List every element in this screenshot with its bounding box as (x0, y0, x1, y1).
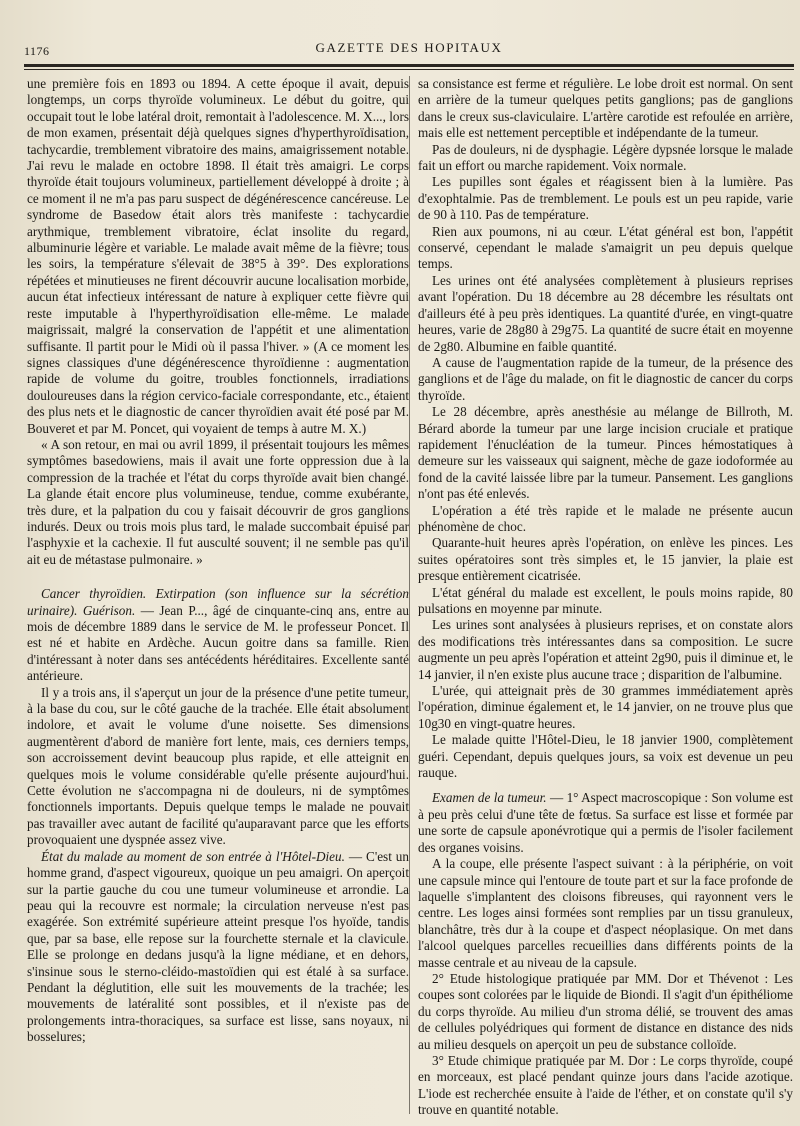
paragraph: Pas de douleurs, ni de dysphagie. Légère dypsnée lorsque le malade fait un effort ou marche rapidement. Voix normale. (418, 141, 793, 174)
header-rule-thin (24, 69, 794, 70)
paragraph: L'opération a été très rapide et le malade ne présente aucun phénomène de choc. (418, 502, 793, 534)
paragraph: Le malade quitte l'Hôtel-Dieu, le 18 janvier 1900, complètement guéri. Cependant, depuis quelques jours, sa voix est devenue un peu rauque. (418, 732, 793, 781)
left-column (27, 76, 409, 1046)
paragraph: une première fois en 1893 ou 1894. A cette époque il avait, depuis longtemps, un corps thyroïde volumineux. Le début du goitre, qui occupait tout le lobe latéral droit, remontait à l'adolescence. M. X..., lors de mon examen, présentait déjà quelques signes d'hyperthyroïdisation, tachycardie, tremblement vibratoire des mains, amaigrissement notable. J'ai revu le malade en octobre 1898. Il était très amaigri. Le corps thyroïde était toujours volumineux, partiellement développé à droite ; à ce moment il ne m'a pas paru suspect de dégénérescence cancéreuse. Le syndrome de Basedow était alors très manifeste : tachycardie arythmique, tremblement vibratoire, éclat insolite du regard, albuminurie légère et variable. Le malade avait même de la fièvre; tous les soirs, la température s'élevait de 38°5 à 39°. Des explorations répétées et minutieuses ne firent découvrir aucune localisation morbide, aucun état infectieux intéressant de nature à expliquer cette fièvre qui reste imputable à l'hyperthyroïdisation elle-même. Le malade maigrissait, malgré la conservation de l'appétit et une alimentation suffisante. Il partit pour le Midi où il passa l'hiver. » (A ce moment les signes classiques d'une dégénérescence thyroïdienne : augmentation rapide de volume du goitre, troubles fonctionnels, irradiations douloureuses dans la région cervico-faciale correspondante, etc., étaient des plus nets et le diagnostic de cancer thyroïdien avait été posé par M. Bouveret et par M. Poncet, qui voyaient de temps à autre M. X.) (27, 76, 409, 436)
paragraph: A cause de l'augmentation rapide de la tumeur, de la présence des ganglions et de l'âge du malade, on fit le diagnostic de cancer du corps thyroïde. (418, 354, 793, 403)
paragraph: 2° Etude histologique pratiquée par MM. Dor et Thévenot : Les coupes sont colorées par le liquide de Biondi. Il s'agit d'un épithéliome du corps thyroïde. Au milieu d'un stroma délié, se trouvent des amas de cellules polyédriques qui forment de distance en distance des nids au milieu desquels on aperçoit un peu de substance colloïde. (418, 970, 793, 1052)
right-column (418, 76, 793, 1119)
journal-title: GAZETTE DES HOPITAUX (315, 40, 503, 55)
header-rule-thick (24, 64, 794, 67)
paragraph: 3° Etude chimique pratiquée par M. Dor : Le corps thyroïde, coupé en morceaux, est placé pendant quinze jours dans l'acide azotique. L'iode est recherchée ensuite à l'aide de l'éther, et on constate qu'il s'y trouve en quantité notable. (418, 1052, 793, 1118)
section-heading: Examen de la tumeur. (432, 790, 547, 806)
paragraph: Les urines ont été analysées complètement à plusieurs reprises avant l'opération. Du 18 décembre au 28 décembre les résultats ont d'ailleurs été à peu près identiques. La quantité d'urée, en vingt-quatre heures, varie de 28g80 à 29g75. La quantité de sucre était en moyenne de 2g80. Albumine en faible quantité. (418, 272, 793, 354)
paragraph: L'état général du malade est excellent, le pouls moins rapide, 80 pulsations en moyenne par minute. (418, 584, 793, 616)
page-header (24, 36, 794, 60)
section-text: — C'est un homme grand, d'aspect vigoureux, quoique un peu amaigri. On aperçoit sur la partie gauche du cou une tumeur volumineuse et arrondie. La peau qui la recouvre est normale; la circulation nerveuse n'est pas exagérée. Son extrémité supérieure atteint presque l'os hyoïde, tandis que, par sa base, elle repose sur la fourchette sternale et la clavicule. Elle se prolonge en dedans jusqu'à la ligne médiane, et en dehors, s'insinue sous le sterno-cléido-mastoïdien qui est étalé à sa surface. Pendant la déglutition, elle suit les mouvements de la trachée; les mouvements de latéralité sont possibles, et il n'existe pas de prolongements intra-thoraciques, sa surface est lisse, sans noyaux, ni bosselures; (27, 848, 409, 1045)
case-heading: Cancer thyroïdien. Extirpation (son influence sur la sécrétion urinaire). Guérison. (27, 586, 409, 618)
paragraph: Quarante-huit heures après l'opération, on enlève les pinces. Les suites opératoires sont très simples et, le 15 janvier, la plaie est presque entièrement cicatrisée. (418, 535, 793, 584)
paragraph: Les urines sont analysées à plusieurs reprises, et on constate alors des modifications très intéressantes dans sa composition. Le sucre augmente un peu après l'opération et atteint 2g90, puis il diminue et, le 14 janvier, il n'en existe plus aucune trace ; disparition de l'albumine. (418, 617, 793, 682)
case-paragraph (27, 586, 409, 684)
paragraph: A la coupe, elle présente l'aspect suivant : à la périphérie, on voit une capsule mince qui l'entoure de toute part et sur la face profonde de laquelle s'implantent des cloisons fibreuses, qui rayonnent vers le centre. Les loges ainsi formées sont remplies par un tissu granuleux, blanchâtre, très dur à la coupe et d'aspect néoplasique. On met dans l'alcool quelques parcelles recueillies dans différents points de la masse centrale et au niveau de la capsule. (418, 856, 793, 970)
section-paragraph (418, 790, 793, 856)
section-text: — 1° Aspect macroscopique : Son volume est à peu près celui d'une tête de fœtus. Sa surface est lisse et formée par une sorte de capsule aponévrotique qui a permis de l'isoler facilement des organes voisins. (418, 790, 793, 855)
paragraph: Il y a trois ans, il s'aperçut un jour de la présence d'une petite tumeur, à la base du cou, sur le côté gauche de la trachée. Elle était absolument indolore, et avait le volume d'une noisette. Ses dimensions augmentèrent d'abord de manière fort lente, mais, ces derniers temps, son accroissement devint beaucoup plus rapide, et elle atteignit en quelques mois le volume considérable qu'elle présente aujourd'hui. Cette évolution ne s'accompagna ni de douleurs, ni de symptômes fonctionnels importants. Depuis quelque temps le malade ne pouvait pas travailler avec autant de facilité qu'auparavant parce que les efforts provoquaient une dyspnée assez vive. (27, 684, 409, 848)
paragraph: « A son retour, en mai ou avril 1899, il présentait toujours les mêmes symptômes basedowiens, mais il avait une forte oppression due à la compression de la trachée et l'état du corps thyroïde avait bien changé. La glande était encore plus volumineuse, tendue, comme exubérante, très dure, et la palpation du cou y faisait découvrir de gros ganglions indurés. Deux ou trois mois plus tard, le malade succombait épuisé par l'asphyxie et la cachexie. Il fut ausculté souvent; il ne semble pas qu'il ait eu de métastase pulmonaire. » (27, 436, 409, 567)
paragraph: Les pupilles sont égales et réagissent bien à la lumière. Pas d'exophtalmie. Pas de tremblement. Le pouls est un peu rapide, varie de 90 à 110. Pas de température. (418, 174, 793, 223)
page-number: 1176 (24, 44, 50, 58)
paragraph: Le 28 décembre, après anesthésie au mélange de Billroth, M. Bérard aborde la tumeur par une large incision cruciale et pratique rapidement l'énucléation de la tumeur. Pinces hémostatiques à demeure sur les vaisseaux qui saignent, mèche de gaze iodoformée au fond de la cavité laissée libre par la tumeur. Pansement. Les ganglions n'ont pas été enlevés. (418, 404, 793, 502)
paragraph: sa consistance est ferme et régulière. Le lobe droit est normal. On sent en arrière de la tumeur quelques petits ganglions; pas de ganglions dans le creux sus-claviculaire. L'artère carotide est refoulée en arrière, mais elle est nettement perceptible et indépendante de la tumeur. (418, 76, 793, 141)
case-paragraph (27, 849, 409, 1046)
paragraph: L'urée, qui atteignait près de 30 grammes immédiatement après l'opération, diminue également et, le 14 janvier, on ne trouve plus que 10g30 en vingt-quatre heures. (418, 683, 793, 731)
column-divider (409, 76, 410, 1114)
paragraph: Rien aux poumons, ni au cœur. L'état général est bon, l'appétit conservé, cependant le malade s'amaigrit un peu depuis quelque temps. (418, 223, 793, 272)
section-heading: État du malade au moment de son entrée à l'Hôtel-Dieu. (41, 848, 345, 864)
case-text: — Jean P..., âgé de cinquante-cinq ans, entre au mois de décembre 1889 dans le service de M. le professeur Poncet. Il est né et habite en Ardèche. Aucun goitre dans sa famille. Rien d'intéressant à noter dans ses antécédents héréditaires. Excellente santé antérieure. (27, 602, 409, 684)
